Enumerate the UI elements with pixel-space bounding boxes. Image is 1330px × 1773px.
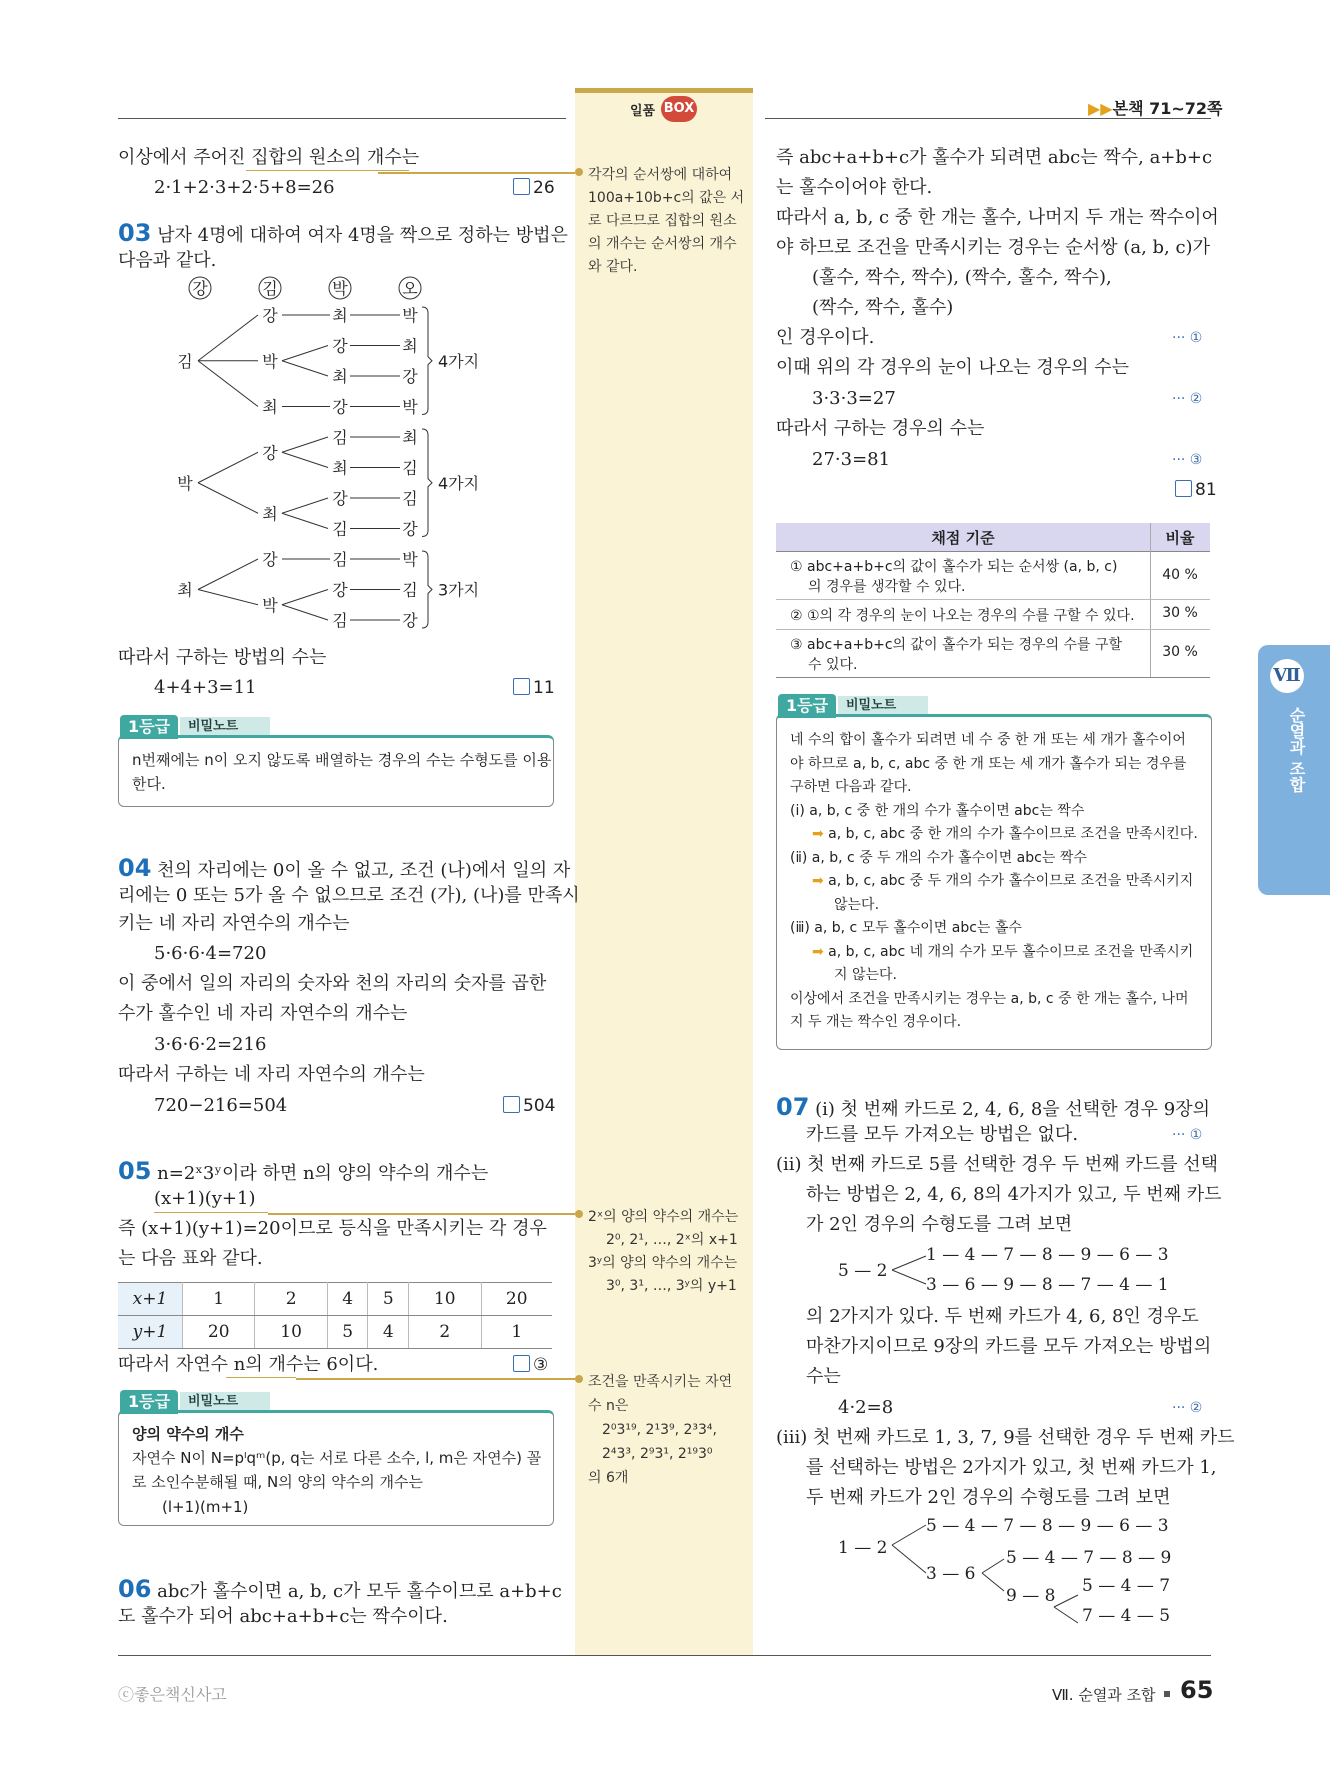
- scoring-r2p: 30 %: [1162, 605, 1198, 621]
- p04-number: 04: [118, 854, 152, 882]
- tree-edge: [282, 452, 328, 467]
- mark-1: ··· ①: [1172, 1127, 1203, 1143]
- tree-head-label: 박: [332, 279, 348, 298]
- table-cell: 2: [409, 1316, 481, 1349]
- tree-edge: [282, 513, 328, 528]
- tree-node: 강: [402, 611, 418, 630]
- tree2-b1: 5 — 4 — 7 — 8 — 9: [1006, 1548, 1172, 1568]
- p04-line1: 04 천의 자리에는 0이 올 수 없고, 조건 (나)에서 일의 자: [118, 854, 571, 882]
- p04-eq2: 3·6·6·2=216: [154, 1034, 267, 1055]
- p07-line2: 카드를 모두 가져오는 방법은 없다.: [806, 1124, 1079, 1145]
- intro-eq: 2·1+2·3+2·5+8=26: [154, 177, 335, 198]
- table-cell: 20: [481, 1283, 552, 1316]
- p03-line1: 03 남자 4명에 대하여 여자 4명을 짝으로 정하는 방법은: [118, 219, 568, 247]
- sidebar-text: 2⁰3¹⁹, 2¹3⁹, 2³3⁴,: [602, 1422, 717, 1438]
- p07-line11: 두 번째 카드가 2인 경우의 수형도를 그려 보면: [806, 1487, 1171, 1508]
- p05-line3: 즉 (x+1)(y+1)=20이므로 등식을 만족시키는 각 경우: [118, 1218, 547, 1239]
- tree-node: 최: [262, 504, 278, 524]
- mark-1: ··· ①: [1172, 330, 1203, 346]
- tree-node: 김: [177, 351, 193, 371]
- scoring-table: [776, 523, 1210, 678]
- sidebar-text: 와 같다.: [588, 259, 638, 275]
- tree-node: 강: [332, 397, 348, 417]
- table-row: [118, 1283, 552, 1316]
- p05-answer: ③: [513, 1355, 548, 1375]
- tree-node: 김: [402, 580, 418, 600]
- tree-headers: [189, 277, 421, 299]
- tree-head-label: 김: [262, 279, 278, 298]
- mark-3: ··· ③: [1172, 452, 1203, 468]
- sidebar-text: 로 다르므로 집합의 원소: [588, 213, 737, 229]
- tree-node: 박: [402, 397, 418, 417]
- tree-edge: [282, 346, 328, 361]
- tree-node: 김: [332, 519, 348, 539]
- answer-icon: [513, 178, 530, 195]
- p06c-line9: 따라서 구하는 경우의 수는: [776, 418, 985, 439]
- row-divider: [776, 629, 1210, 630]
- note3-line: 지 않는다.: [834, 967, 897, 983]
- tree-node: 최: [332, 367, 348, 386]
- note1-grade: 1등급: [120, 715, 178, 739]
- tree1-a: 1 — 4 — 7 — 8 — 9 — 6 — 3: [926, 1245, 1169, 1265]
- footer-rule: [118, 1655, 1211, 1656]
- tree-edge: [198, 315, 258, 361]
- note2-label: 비밀노트: [180, 1392, 270, 1412]
- p06c-line5: (홀수, 짝수, 짝수), (짝수, 홀수, 짝수),: [812, 267, 1112, 288]
- scoring-r1p: 40 %: [1162, 567, 1198, 583]
- tree-edge: [198, 452, 258, 483]
- mark-2: ··· ②: [1172, 1400, 1203, 1416]
- page-number: 65: [1180, 1676, 1214, 1704]
- tree1-b: 3 — 6 — 9 — 8 — 7 — 4 — 1: [926, 1275, 1169, 1295]
- p03-tree-diagram: [160, 275, 500, 645]
- note3-label: 비밀노트: [838, 696, 928, 716]
- tree-node: 최: [402, 428, 418, 447]
- p06-line2: 도 홀수가 되어 abc+a+b+c는 짝수이다.: [118, 1606, 448, 1627]
- p06c-line2: 는 홀수이어야 한다.: [776, 177, 933, 198]
- p03-line2: 다음과 같다.: [118, 250, 217, 271]
- tree1-start: 5 — 2: [838, 1261, 888, 1281]
- note1-label: 비밀노트: [180, 717, 270, 737]
- tree-node: 최: [262, 397, 278, 417]
- tree-brace: [422, 307, 432, 415]
- p04-answer: 504: [503, 1096, 555, 1116]
- arrow-icon: ▶▶: [1088, 99, 1113, 118]
- sidebar-text: 3ʸ의 양의 약수의 개수는: [588, 1255, 738, 1271]
- row-divider: [776, 599, 1210, 600]
- tree2-b2a: 5 — 4 — 7: [1082, 1576, 1171, 1596]
- chapter-tab-roman: Ⅶ: [1270, 659, 1304, 693]
- table-cell: 5: [327, 1316, 368, 1349]
- note3-line: (ⅱ) a, b, c 중 두 개의 수가 홀수이면 abc는 짝수: [790, 849, 1087, 866]
- sidebar-text: 2ˣ의 양의 약수의 개수는: [588, 1209, 739, 1225]
- p07-line9: (ⅲ) 첫 번째 카드로 1, 3, 7, 9를 선택한 경우 두 번째 카드: [776, 1427, 1235, 1448]
- table-cell: 4: [368, 1316, 409, 1349]
- tree-brace: [422, 429, 432, 537]
- sidebar-text: 100a+10b+c의 값은 서: [588, 190, 745, 206]
- p06-line1: 06 abc가 홀수이면 a, b, c가 모두 홀수이므로 a+b+c: [118, 1575, 562, 1603]
- p04-line6: 따라서 구하는 네 자리 자연수의 개수는: [118, 1064, 425, 1085]
- sidebar-text: 조건을 만족시키는 자연: [588, 1374, 733, 1390]
- p07-line8: 수는: [806, 1366, 841, 1387]
- sidebar-dot: [575, 1210, 583, 1218]
- tree-head-label: 강: [192, 279, 208, 298]
- tree-brace: [422, 551, 432, 628]
- arrow-icon: ➡: [812, 826, 824, 842]
- table-cell: 2: [255, 1283, 327, 1316]
- row-y-label: y+1: [118, 1316, 183, 1349]
- tree-node: 강: [402, 367, 418, 386]
- p04-eq1: 5·6·6·4=720: [154, 943, 267, 964]
- p05-number: 05: [118, 1157, 152, 1185]
- p07-number: 07: [776, 1093, 810, 1121]
- tree-count-label: 3가지: [438, 580, 480, 600]
- arrow-icon: ➡: [812, 943, 824, 960]
- tree-node: 강: [402, 519, 418, 539]
- answer-icon: [513, 678, 530, 695]
- scoring-h2: 비율: [1165, 529, 1195, 547]
- tree-edge: [282, 605, 328, 620]
- p07-line1: 07 (ⅰ) 첫 번째 카드로 2, 4, 6, 8을 선택한 경우 9장의: [776, 1093, 1211, 1121]
- p06-number: 06: [118, 1575, 152, 1603]
- footer-dot: [1164, 1691, 1170, 1697]
- note1-line2: 한다.: [132, 775, 166, 793]
- row-x-label: x+1: [118, 1283, 183, 1316]
- p05-line2: (x+1)(y+1): [154, 1188, 256, 1209]
- box-badge: BOX: [661, 96, 697, 122]
- sidebar-dot: [575, 168, 583, 176]
- note3-line: 구하면 다음과 같다.: [790, 779, 912, 795]
- sidebar-text: 3⁰, 3¹, …, 3ʸ의 y+1: [606, 1278, 737, 1294]
- p04-line4: 이 중에서 일의 자리의 숫자와 천의 자리의 숫자를 곱한: [118, 973, 547, 994]
- note3-line: (ⅰ) a, b, c 중 한 개의 수가 홀수이면 abc는 짝수: [790, 802, 1085, 819]
- tree-node: 강: [262, 443, 278, 463]
- table-cell: 4: [327, 1283, 368, 1316]
- note3-line: ➡ a, b, c, abc 중 한 개의 수가 홀수이므로 조건을 만족시킨다.: [812, 826, 1198, 842]
- p07-eq1: 4·2=8: [838, 1397, 894, 1418]
- tree-node: 강: [332, 336, 348, 356]
- tree-edge: [282, 361, 328, 376]
- page-ref: ▶▶본책 71~72쪽: [1088, 99, 1223, 118]
- scoring-r2: ② ①의 각 경우의 눈이 나오는 경우의 수를 구할 수 있다.: [790, 608, 1135, 624]
- tree-node: 김: [402, 458, 418, 478]
- p04-line5: 수가 홀수인 네 자리 자연수의 개수는: [118, 1003, 408, 1024]
- tree-node: 박: [402, 550, 418, 569]
- p06c-line3: 따라서 a, b, c 중 한 개는 홀수, 나머지 두 개는 짝수이어: [776, 207, 1219, 228]
- scoring-r1b: 의 경우를 생각할 수 있다.: [808, 579, 966, 595]
- p06c-line4: 야 하므로 조건을 만족시키는 경우는 순서쌍 (a, b, c)가: [776, 237, 1210, 258]
- p06c-line7: 인 경우이다.: [776, 327, 875, 348]
- note1-line1: n번째에는 n이 오지 않도록 배열하는 경우의 수는 수형도를 이용: [132, 751, 552, 769]
- scoring-r3a: ③ abc+a+b+c의 값이 홀수가 되는 경우의 수를 구할: [790, 637, 1123, 653]
- tree-node: 강: [332, 580, 348, 600]
- tree-node: 최: [332, 458, 348, 478]
- answer-icon: [513, 1355, 530, 1372]
- tree-edge: [198, 361, 258, 407]
- note3-line: ➡ a, b, c, abc 중 두 개의 수가 홀수이므로 조건을 만족시키지: [812, 873, 1194, 889]
- tree-node: 박: [177, 473, 193, 493]
- p06-answer: 81: [1175, 480, 1217, 500]
- tree-edge: [282, 498, 328, 513]
- mark-2: ··· ②: [1172, 391, 1203, 407]
- p03-number: 03: [118, 219, 152, 247]
- p07-line5: 가 2인 경우의 수형도를 그려 보면: [806, 1214, 1073, 1235]
- table-row: [118, 1316, 552, 1349]
- p06c-eq1: 3·3·3=27: [812, 388, 896, 409]
- tree2-a: 5 — 4 — 7 — 8 — 9 — 6 — 3: [926, 1516, 1169, 1536]
- scoring-r3p: 30 %: [1162, 644, 1198, 660]
- box-label: 일품: [630, 104, 656, 119]
- intro-connector: [378, 172, 575, 174]
- sidebar-dot: [575, 1375, 583, 1383]
- tree1-branch: [890, 1250, 930, 1290]
- p06c-line6: (짝수, 짝수, 홀수): [812, 297, 954, 318]
- sidebar-text: 수 n은: [588, 1398, 629, 1414]
- footer-publisher: ⓒ좋은책신사고: [118, 1685, 227, 1704]
- p07-line3: (ⅱ) 첫 번째 카드로 5를 선택한 경우 두 번째 카드를 선택: [776, 1154, 1218, 1175]
- intro-line: 이상에서 주어진 집합의 원소의 개수는: [118, 147, 420, 168]
- table-cell: 1: [183, 1283, 255, 1316]
- table-cell: 5: [368, 1283, 409, 1316]
- p07-line6: 의 2가지가 있다. 두 번째 카드가 4, 6, 8인 경우도: [806, 1306, 1199, 1327]
- tree-edge: [282, 437, 328, 452]
- p05-table: [118, 1282, 552, 1349]
- tree-head-label: 오: [402, 279, 418, 298]
- tree2-start: 1 — 2: [838, 1538, 888, 1558]
- tree-node: 김: [402, 489, 418, 508]
- tree2-b2b: 7 — 4 — 5: [1082, 1606, 1171, 1626]
- chapter-tab[interactable]: [1258, 645, 1330, 895]
- tree-node: 김: [332, 550, 348, 569]
- answer-icon: [1175, 480, 1192, 497]
- footer-chapter: Ⅶ. 순열과 조합: [1052, 1686, 1156, 1704]
- note3-line: 이상에서 조건을 만족시키는 경우는 a, b, c 중 한 개는 홀수, 나머: [790, 990, 1189, 1007]
- p05-conclusion-connector: [296, 1378, 575, 1380]
- table-cell: 10: [409, 1283, 481, 1316]
- note2-grade: 1등급: [120, 1390, 178, 1414]
- scoring-r1a: ① abc+a+b+c의 값이 홀수가 되는 순서쌍 (a, b, c): [790, 559, 1118, 575]
- p04-eq3: 720−216=504: [154, 1095, 288, 1116]
- sidebar-text: 2⁰, 2¹, …, 2ˣ의 x+1: [606, 1232, 738, 1248]
- note3-line: ➡ a, b, c, abc 네 개의 수가 모두 홀수이므로 조건을 만족시키: [812, 943, 1194, 960]
- p03-conclusion: 따라서 구하는 방법의 수는: [118, 647, 327, 668]
- p05-line1: 05 n=2ˣ3ʸ이라 하면 n의 양의 약수의 개수는: [118, 1157, 489, 1185]
- scoring-bottom: [776, 677, 1210, 678]
- tree2-b2: 9 — 8: [1006, 1586, 1056, 1606]
- tree-node: 최: [332, 306, 348, 325]
- p05-line4: 는 다음 표와 같다.: [118, 1248, 263, 1269]
- p05-connector: [268, 1213, 575, 1215]
- arrow-icon: ➡: [812, 873, 824, 889]
- sidebar-text: 각각의 순서쌍에 대하여: [588, 167, 733, 183]
- p07-line10: 를 선택하는 방법은 2가지가 있고, 첫 번째 카드가 1,: [806, 1457, 1217, 1478]
- tree-node: 강: [332, 489, 348, 508]
- tree-node: 김: [332, 428, 348, 447]
- tree-edge: [198, 483, 258, 514]
- note3-line: (ⅲ) a, b, c 모두 홀수이면 abc는 홀수: [790, 920, 1022, 936]
- p06c-line1: 즉 abc+a+b+c가 홀수가 되려면 abc는 짝수, a+b+c: [776, 147, 1213, 168]
- note1-box: [118, 735, 554, 807]
- p07-line7: 마찬가지이므로 9장의 카드를 모두 가져오는 방법의: [806, 1336, 1212, 1357]
- table-cell: 20: [183, 1316, 255, 1349]
- tree-node: 강: [262, 306, 278, 325]
- p04-line2: 리에는 0 또는 5가 올 수 없으므로 조건 (가), (나)를 만족시: [118, 885, 580, 906]
- p05-underline: [154, 1212, 268, 1213]
- tree-node: 김: [332, 611, 348, 630]
- note3-grade: 1등급: [778, 694, 836, 718]
- sidebar-text: 2⁴3³, 2⁹3¹, 2¹⁹3⁰: [602, 1446, 713, 1462]
- note2-title: 양의 약수의 개수: [132, 1425, 244, 1443]
- note2-line3: (l+1)(m+1): [162, 1498, 249, 1516]
- p05-conclusion: 따라서 자연수 n의 개수는 6이다.: [118, 1354, 379, 1375]
- answer-icon: [503, 1096, 520, 1113]
- p06c-line8: 이때 위의 각 경우의 눈이 나오는 경우의 수는: [776, 357, 1130, 378]
- table-cell: 1: [481, 1316, 552, 1349]
- p04-line3: 키는 네 자리 자연수의 개수는: [118, 913, 350, 934]
- p05-conclusion-underline: [226, 1377, 296, 1378]
- tree-node: 최: [402, 336, 418, 356]
- table-cell: 10: [255, 1316, 327, 1349]
- intro-answer: 26: [513, 178, 555, 198]
- scoring-h1: 채점 기준: [931, 529, 995, 547]
- tree-node: 최: [177, 580, 193, 600]
- p03-eq: 4+4+3=11: [154, 677, 257, 698]
- p06c-eq2: 27·3=81: [812, 449, 891, 470]
- note2-line2: 로 소인수분해될 때, N의 양의 약수의 개수는: [132, 1473, 423, 1491]
- tree-node: 강: [262, 550, 278, 569]
- sidebar-text: 의 6개: [588, 1470, 629, 1486]
- tree-edge: [198, 559, 258, 590]
- intro-underline: [246, 170, 409, 171]
- tree-count-label: 4가지: [438, 351, 480, 371]
- p03-answer: 11: [513, 678, 555, 698]
- tree-node: 박: [262, 595, 278, 615]
- tree-edge: [198, 590, 258, 605]
- tree-edge: [282, 590, 328, 605]
- scoring-r3b: 수 있다.: [808, 657, 858, 673]
- tree-count-label: 4가지: [438, 473, 480, 493]
- note2-line1: 자연수 N이 N=pˡqᵐ(p, q는 서로 다른 소수, l, m은 자연수) 꼴: [132, 1449, 542, 1467]
- note3-line: 야 하므로 a, b, c, abc 중 한 개 또는 세 개가 홀수가 되는 경우를: [790, 755, 1187, 772]
- note3-line: 않는다.: [834, 896, 880, 913]
- tree-node: 박: [402, 306, 418, 325]
- chapter-tab-text: 순열과 조합: [1287, 707, 1306, 793]
- p07-line4: 하는 방법은 2, 4, 6, 8의 4가지가 있고, 두 번째 카드: [806, 1184, 1222, 1205]
- tree2-b: 3 — 6: [926, 1564, 976, 1584]
- tree-node: 박: [262, 351, 278, 371]
- sidebar-text: 의 개수는 순서쌍의 개수: [588, 236, 737, 252]
- note3-line: 지 두 개는 짝수인 경우이다.: [790, 1014, 962, 1030]
- note3-line: 네 수의 합이 홀수가 되려면 네 수 중 한 개 또는 세 개가 홀수이어: [790, 732, 1186, 748]
- header-rule-left: [118, 118, 566, 119]
